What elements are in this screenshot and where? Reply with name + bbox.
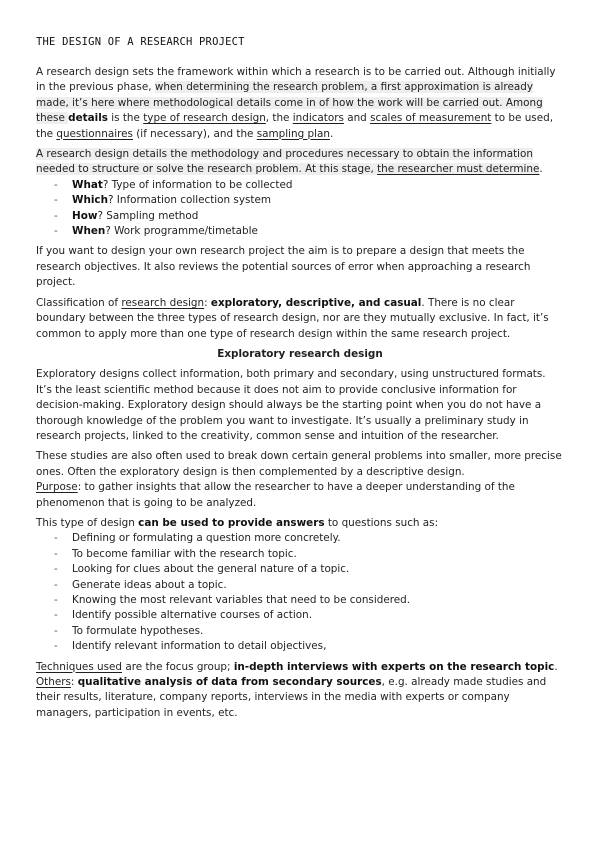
document-page bbox=[36, 36, 564, 721]
bold-text: When bbox=[72, 225, 106, 238]
text: (if necessary), and the bbox=[132, 127, 257, 140]
text: : bbox=[204, 296, 211, 309]
text: to questions such as: bbox=[324, 516, 439, 529]
text: . bbox=[329, 127, 334, 140]
list-item bbox=[36, 531, 564, 546]
list-item bbox=[36, 578, 564, 593]
dash-bullet: - bbox=[54, 178, 58, 191]
bold-text: qualitative analysis of data from secondary sources bbox=[77, 676, 382, 689]
text: Identify possible alternative courses of action. bbox=[72, 609, 312, 622]
dash-bullet: - bbox=[54, 547, 58, 560]
text: ? Sampling method bbox=[97, 209, 199, 222]
list-item bbox=[36, 593, 564, 608]
underlined-term: sampling plan bbox=[256, 127, 330, 140]
text: are the focus group; bbox=[122, 660, 234, 673]
document-title: THE DESIGN OF A RESEARCH PROJECT bbox=[36, 36, 245, 48]
highlighted-text: when determining the research problem bbox=[154, 81, 365, 94]
list-item bbox=[36, 178, 564, 193]
text: ? Work programme/timetable bbox=[105, 225, 258, 238]
text: Classification of bbox=[36, 296, 122, 309]
answers-list bbox=[36, 531, 564, 654]
text: . bbox=[554, 660, 558, 673]
list-item bbox=[36, 209, 564, 224]
text: Generate ideas about a topic. bbox=[72, 578, 227, 591]
highlighted-text: A research design details the methodology and procedures necessary to obtain the information needed to structure or solve the research problem. At this stage, bbox=[36, 148, 534, 176]
section-heading: Exploratory research design bbox=[217, 347, 383, 360]
bold-text: How bbox=[72, 209, 98, 222]
dash-bullet: - bbox=[54, 225, 58, 238]
list-item bbox=[36, 562, 564, 577]
list-item bbox=[36, 547, 564, 562]
dash-bullet: - bbox=[54, 640, 58, 653]
answers-intro-paragraph bbox=[36, 516, 564, 531]
underlined-label: Others bbox=[36, 676, 71, 689]
list-item bbox=[36, 624, 564, 639]
text: is the bbox=[107, 112, 144, 125]
text: , e.g. already made studies and their results, literature, company reports, interviews in the media with experts or company managers, participation in events, etc. bbox=[36, 676, 547, 719]
list-item bbox=[36, 608, 564, 623]
bold-text: can be used to provide answers bbox=[138, 516, 325, 529]
text: , the bbox=[265, 112, 293, 125]
questions-list bbox=[36, 178, 564, 240]
list-item bbox=[36, 193, 564, 208]
underlined-label: Techniques used bbox=[36, 660, 123, 673]
dash-bullet: - bbox=[54, 578, 58, 591]
text: Looking for clues about the general nature of a topic. bbox=[72, 563, 350, 576]
text: To formulate hypotheses. bbox=[72, 624, 204, 637]
underlined-term: research design bbox=[121, 296, 205, 309]
text: ? Information collection system bbox=[107, 194, 271, 207]
text: to be used, the bbox=[36, 112, 553, 140]
text: . bbox=[539, 163, 543, 176]
text: This type of design bbox=[36, 516, 139, 529]
breakdown-paragraph: These studies are also often used to break down certain general problems into smaller, more precise ones. Often the exploratory design is then complemented by a descriptive design. bbox=[36, 450, 562, 478]
purpose-paragraph bbox=[36, 480, 564, 511]
exploratory-paragraph: Exploratory designs collect information, both primary and secondary, using unstructured formats. It’s the least scientific method because it does not aim to provide conclusive information for decision-making. Exploratory design should always be the starting point when you do not have a thorough knowledge of the problem you want to investigate. It’s usually a preliminary study in research projects, linked to the creativity, common sense and intuition of the researcher. bbox=[36, 368, 546, 442]
text: : to gather insights that allow the researcher to have a deeper understanding of the phenomenon that is going to be analyzed. bbox=[36, 481, 515, 509]
text: ? Type of information to be collected bbox=[102, 178, 293, 191]
underlined-term: scales of measurement bbox=[370, 112, 492, 125]
dash-bullet: - bbox=[54, 609, 58, 622]
bold-text: Which bbox=[72, 194, 108, 207]
dash-bullet: - bbox=[54, 624, 58, 637]
text: . There is no clear boundary between the three types of research design, nor are they mutually exclusive. In fact, it’s common to apply more than one type of research design within the same research project. bbox=[36, 296, 549, 340]
dash-bullet: - bbox=[54, 594, 58, 606]
design-definition-paragraph bbox=[36, 147, 564, 178]
classification-paragraph bbox=[36, 296, 564, 342]
list-item bbox=[36, 639, 564, 654]
text: : bbox=[70, 676, 78, 689]
underlined-term: questionnaires bbox=[56, 127, 133, 140]
text: To become familiar with the research topic. bbox=[72, 547, 297, 560]
bold-text: exploratory, descriptive, and casual bbox=[210, 296, 422, 309]
intro-paragraph bbox=[36, 65, 564, 142]
own-project-paragraph: If you want to design your own research project the aim is to prepare a design that meets the research objectives. It also reviews the potential sources of error when approaching a research project. bbox=[36, 245, 531, 289]
dash-bullet: - bbox=[54, 209, 58, 222]
text: Identify relevant information to detail objectives, bbox=[72, 640, 327, 653]
bold-text: details bbox=[68, 112, 108, 125]
bold-text: in-depth interviews with experts on the research topic bbox=[233, 660, 555, 673]
techniques-paragraph bbox=[36, 660, 564, 675]
text: Defining or formulating a question more concretely. bbox=[72, 532, 341, 545]
highlighted-text: , a first approximation is already made, it’s here where methodological details come in of how the work will be carried out. Among these bbox=[36, 81, 543, 125]
underlined-term: indicators bbox=[292, 112, 344, 125]
list-item bbox=[36, 224, 564, 239]
dash-bullet: - bbox=[54, 194, 58, 207]
dash-bullet: - bbox=[54, 563, 58, 576]
others-paragraph bbox=[36, 675, 564, 721]
underlined-term: the researcher must determine bbox=[377, 163, 540, 176]
text: A research design sets the framework within which a research is to be carried out. Although initially in the previous phase, bbox=[36, 66, 556, 94]
underlined-term: type of research design bbox=[143, 112, 266, 125]
underlined-label: Purpose bbox=[36, 481, 78, 494]
bold-text: What bbox=[72, 178, 103, 191]
text: Knowing the most relevant variables that need to be considered. bbox=[72, 594, 411, 606]
text: and bbox=[343, 112, 371, 125]
dash-bullet: - bbox=[54, 532, 58, 545]
